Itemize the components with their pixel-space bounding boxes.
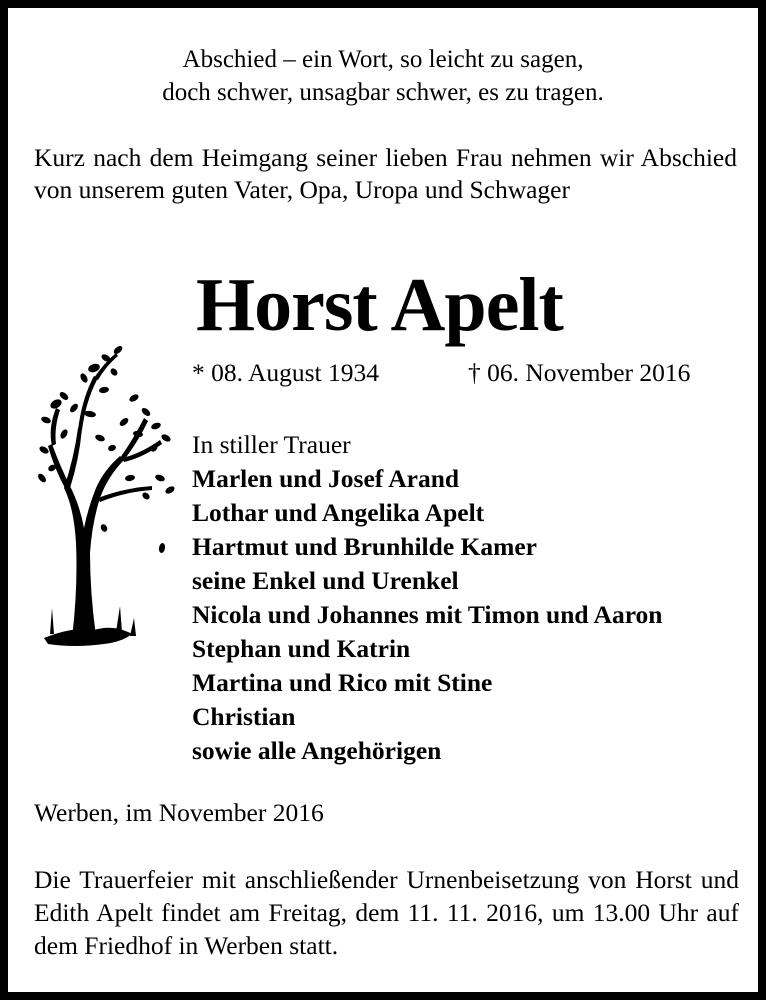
poem-line-2: doch schwer, unsagbar schwer, es zu tragen. (162, 79, 604, 106)
mourner-name: Marlen und Josef Arand (192, 464, 460, 493)
poem (16, 43, 750, 109)
mourner-name: seine Enkel und Urenkel (192, 566, 459, 595)
deceased-name: Horst Apelt (196, 263, 563, 347)
mourners-list (192, 428, 663, 768)
mourner-name: sowie alle Angehörigen (192, 736, 442, 765)
mourner-name: Lothar und Angelika Apelt (192, 498, 485, 527)
death-date: † 06. November 2016 (468, 358, 691, 387)
mourner-name: Nicola und Johannes mit Timon und Aaron (192, 600, 663, 629)
mourner-name: Martina und Rico mit Stine (192, 668, 493, 697)
mourning-heading: In stiller Trauer (192, 430, 351, 459)
birth-date: * 08. August 1934 (192, 358, 380, 387)
intro-text: Kurz nach dem Heimgang seiner lieben Frau nehmen wir Abschied von unserem guten Vater, Opa, Uropa und Schwager (34, 143, 737, 204)
place-date: Werben, im November 2016 (34, 798, 324, 827)
mourner-name: Christian (192, 702, 296, 731)
poem-line-1: Abschied – ein Wort, so leicht zu sagen, (182, 46, 584, 73)
tree-silhouette-icon (34, 338, 184, 668)
mourner-name: Hartmut und Brunhilde Kamer (192, 532, 537, 561)
ceremony-info: Die Trauerfeier mit anschließender Urnenbeisetzung von Horst und Edith Apelt findet am Freitag, dem 11. 11. 2016, um 13.00 Uhr auf dem Friedhof in Werben statt. (34, 865, 739, 960)
mourner-name: Stephan und Katrin (192, 634, 411, 663)
